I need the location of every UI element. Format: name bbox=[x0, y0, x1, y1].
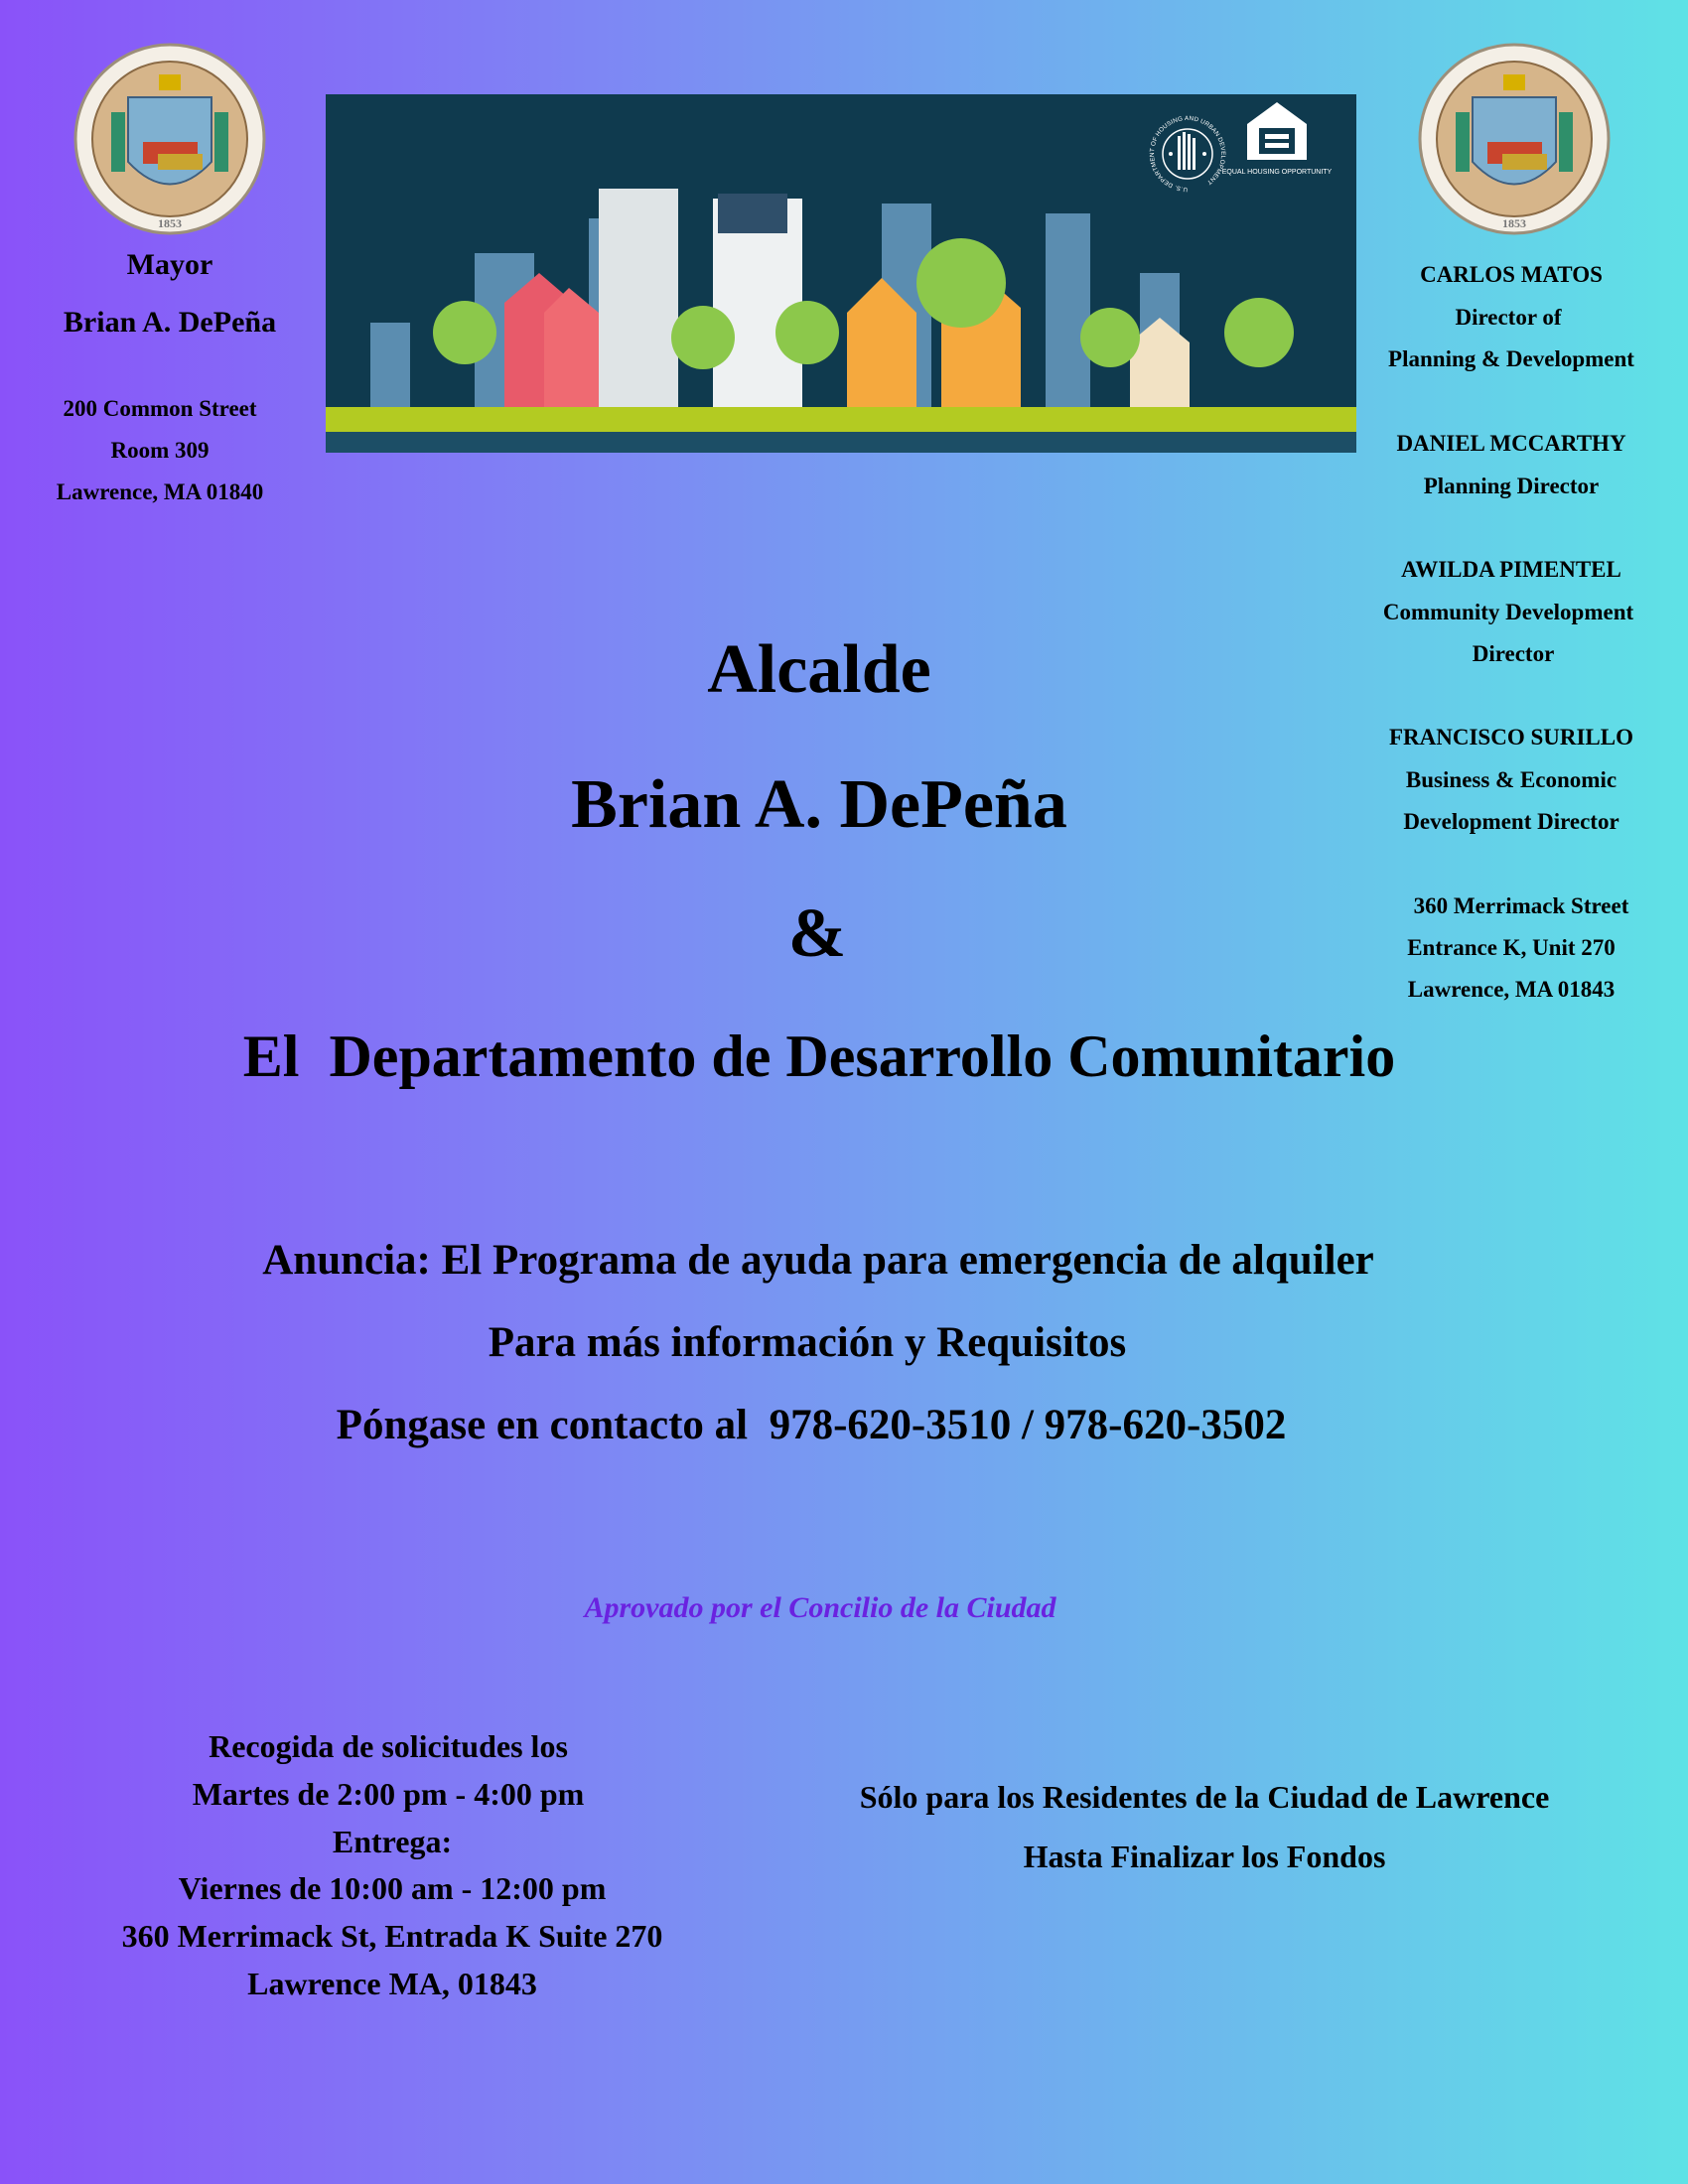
city-skyline-banner bbox=[326, 94, 1356, 453]
info-line: Para más información y Requisitos bbox=[488, 1319, 1127, 1366]
svg-text:1853: 1853 bbox=[158, 216, 182, 230]
eligibility-note: Sólo para los Residentes de la Ciudad de Lawrence bbox=[859, 1779, 1550, 1815]
office-address-line: Entrance K, Unit 270 bbox=[1407, 935, 1616, 960]
staff-role: Director of bbox=[1455, 305, 1562, 330]
hud-logo-text: U.S. DEPARTMENT OF HOUSING AND URBAN DEVELOPMENT bbox=[1149, 114, 1227, 194]
office-address-line: Lawrence, MA 01843 bbox=[1407, 977, 1616, 1002]
headline-alcalde: Alcalde bbox=[707, 631, 931, 708]
funds-note: Hasta Finalizar los Fondos bbox=[1023, 1839, 1386, 1874]
mayor-title: Mayor bbox=[126, 248, 213, 281]
staff-name: FRANCISCO SURILLO bbox=[1388, 725, 1634, 750]
svg-text:1853: 1853 bbox=[1502, 216, 1526, 230]
staff-name: CARLOS MATOS bbox=[1420, 262, 1603, 287]
headline-department: El Departamento de Desarrollo Comunitario bbox=[242, 1024, 1396, 1089]
office-address-line: 360 Merrimack Street bbox=[1413, 893, 1629, 918]
contact-phones: Póngase en contacto al 978-620-3510 / 978-620-3502 bbox=[336, 1402, 1287, 1448]
mayor-address-line: 200 Common Street bbox=[63, 396, 257, 421]
staff-name: DANIEL MCCARTHY bbox=[1396, 431, 1626, 456]
announcement: Anuncia: El Programa de ayuda para emergencia de alquiler bbox=[262, 1237, 1374, 1284]
staff-role: Planning Director bbox=[1423, 474, 1600, 498]
equal-housing-text: EQUAL HOUSING OPPORTUNITY bbox=[1221, 169, 1333, 176]
city-seal-right bbox=[1418, 43, 1611, 235]
mayor-name: Brian A. DePeña bbox=[63, 306, 277, 339]
staff-role: Planning & Development bbox=[1388, 346, 1634, 371]
staff-role: Business & Economic bbox=[1405, 767, 1618, 792]
schedule-line: 360 Merrimack St, Entrada K Suite 270 bbox=[121, 1918, 663, 1954]
staff-name: AWILDA PIMENTEL bbox=[1401, 557, 1621, 582]
mayor-address-line: Room 309 bbox=[110, 438, 210, 463]
schedule-line: Lawrence MA, 01843 bbox=[247, 1966, 537, 2001]
staff-role: Director bbox=[1472, 641, 1555, 666]
approved-note: Aprovado por el Concilio de la Ciudad bbox=[584, 1591, 1056, 1624]
headline-ampersand: & bbox=[787, 895, 847, 972]
schedule-line: Recogida de solicitudes los bbox=[209, 1728, 568, 1764]
headline-mayor-name: Brian A. DePeña bbox=[571, 766, 1067, 843]
mayor-address-line: Lawrence, MA 01840 bbox=[56, 479, 264, 504]
schedule-line: Viernes de 10:00 am - 12:00 pm bbox=[178, 1870, 607, 1906]
schedule-line: Martes de 2:00 pm - 4:00 pm bbox=[192, 1776, 585, 1812]
staff-role: Community Development bbox=[1382, 600, 1634, 624]
staff-role: Development Director bbox=[1403, 809, 1619, 834]
city-seal-left bbox=[73, 43, 266, 235]
schedule-line: Entrega: bbox=[332, 1824, 453, 1859]
